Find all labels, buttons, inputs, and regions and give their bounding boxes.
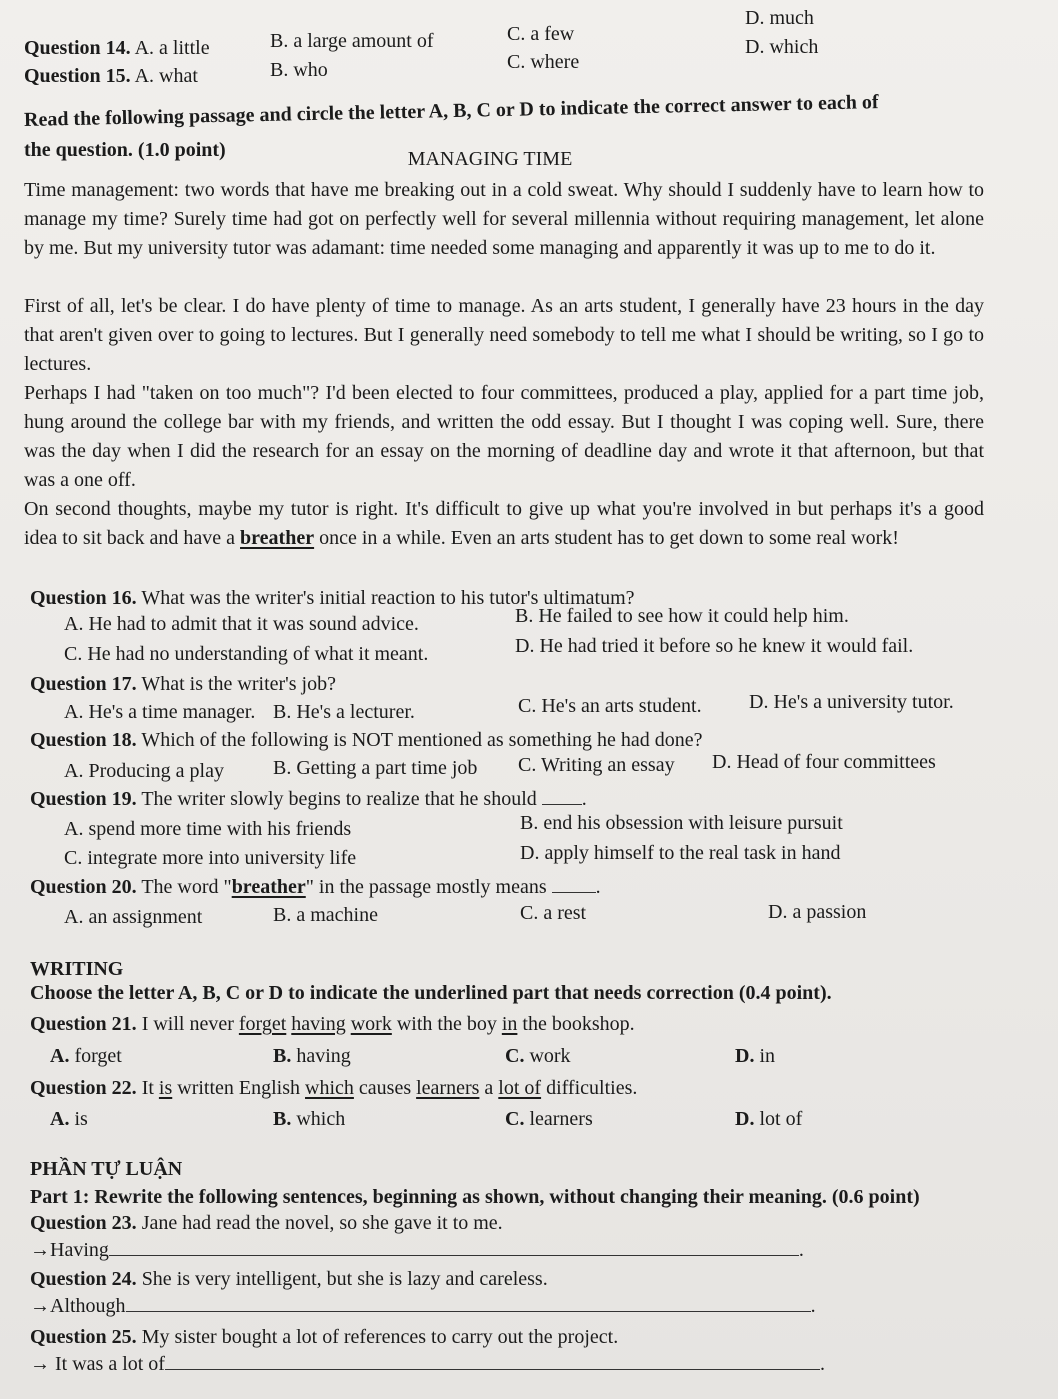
q19-answer-blank[interactable] — [542, 786, 582, 805]
q24-text: She is very intelligent, but she is lazy and careless. — [136, 1268, 548, 1290]
q24-prompt: →Although — [30, 1295, 126, 1317]
q25-label: Question 25. — [30, 1326, 137, 1348]
q22-option-a-text: is — [69, 1108, 88, 1130]
q23-stem — [30, 1211, 503, 1235]
q21-text-part: with the boy — [391, 1013, 502, 1035]
q19-option-b: B. end his obsession with leisure pursuit — [520, 812, 843, 834]
q19-label: Question 19. — [30, 788, 137, 810]
q22-option-c-letter: C. — [505, 1108, 525, 1130]
q25-answer-line[interactable] — [165, 1351, 820, 1370]
q15-option-a: A. what — [134, 65, 198, 87]
q25-prompt: → It was a lot of — [30, 1353, 165, 1375]
q15-option-d: D. which — [745, 36, 819, 58]
q25-end: . — [819, 1353, 825, 1375]
q22-underline-lot-of: lot of — [498, 1077, 542, 1099]
q20-breather-word: breather — [231, 876, 306, 898]
q19-stem — [30, 786, 587, 811]
reading-instruction-line2: the question. (1.0 point) — [24, 139, 226, 161]
q18-option-a: A. Producing a play — [64, 760, 224, 782]
q21-option-a-text: forget — [69, 1045, 122, 1067]
passage-title: MANAGING TIME — [407, 148, 573, 170]
q21-option-c-letter: C. — [505, 1045, 525, 1067]
q22-option-c — [505, 1107, 593, 1131]
q18-option-c: C. Writing an essay — [518, 754, 675, 776]
q14-option-a: A. a little — [134, 37, 210, 59]
q20-text2: " in the passage mostly means — [305, 876, 547, 898]
q23-text: Jane had read the novel, so she gave it to me. — [136, 1212, 503, 1234]
q17-text: What is the writer's job? — [136, 673, 336, 695]
q20-end: . — [595, 876, 601, 898]
q22-option-d-text: lot of — [754, 1108, 803, 1130]
q24-answer-row — [30, 1293, 816, 1318]
q14-row — [24, 36, 210, 60]
q22-label: Question 22. — [30, 1077, 137, 1099]
q17-option-b: B. He's a lecturer. — [273, 701, 415, 723]
q21-stem — [30, 1012, 635, 1036]
q24-stem — [30, 1267, 548, 1291]
q25-stem — [30, 1325, 618, 1349]
q15-option-b: B. who — [270, 59, 328, 81]
q22-option-a-letter: A. — [50, 1108, 70, 1130]
q21-option-a-letter: A. — [50, 1045, 70, 1067]
essay-heading: PHẦN TỰ LUẬN — [30, 1158, 183, 1180]
q20-answer-blank[interactable] — [552, 874, 596, 893]
q21-label: Question 21. — [30, 1013, 137, 1035]
q21-option-b-letter: B. — [273, 1045, 292, 1067]
q22-text-part: difficulties. — [541, 1077, 638, 1099]
q18-text: Which of the following is NOT mentioned as something he had done? — [136, 729, 703, 751]
passage-paragraph-3: Perhaps I had "taken on too much"? I'd been elected to four committees, produced a play, applied for a part time job, hung around the college bar with my friends, and written the odd essay. But I thought I was coping well. Sure, there was the day when I did the research for an essay on the morning of deadline day and wrote it that afternoon, but that was a one off. — [24, 382, 984, 491]
q17-option-a: A. He's a time manager. — [64, 701, 256, 723]
q21-underline-having: having — [291, 1013, 346, 1035]
q15-option-c: C. where — [507, 51, 580, 73]
q19-option-d: D. apply himself to the real task in hand — [520, 842, 841, 864]
q20-text1: The word " — [136, 876, 232, 898]
q22-text-part: a — [479, 1077, 499, 1099]
q22-text-part: written English — [172, 1077, 306, 1099]
q24-end: . — [810, 1295, 816, 1317]
q19-text: The writer slowly begins to realize that he should — [136, 788, 537, 810]
q18-stem — [30, 728, 703, 752]
q21-option-c — [505, 1044, 571, 1068]
q23-end: . — [798, 1239, 804, 1261]
q24-label: Question 24. — [30, 1268, 137, 1290]
q15-row — [24, 64, 198, 88]
q20-stem — [30, 874, 601, 899]
essay-part1-instruction: Part 1: Rewrite the following sentences, beginning as shown, without changing their meaning. (0.6 point) — [30, 1186, 920, 1208]
q19-option-c: C. integrate more into university life — [64, 847, 357, 869]
q21-underline-in: in — [501, 1013, 518, 1035]
q21-option-d-text: in — [754, 1045, 776, 1067]
q21-option-d-letter: D. — [735, 1045, 755, 1067]
reading-instruction-line1: Read the following passage and circle the letter A, B, C or D to indicate the correct answer to each of — [23, 91, 879, 131]
q23-prompt: →Having — [30, 1239, 109, 1261]
q22-option-b-letter: B. — [273, 1108, 292, 1130]
q21-option-a — [50, 1044, 122, 1068]
q14-option-c: C. a few — [507, 23, 575, 45]
q15-label: Question 15. — [24, 65, 131, 87]
q21-option-b-text: having — [291, 1045, 351, 1067]
q22-option-a — [50, 1107, 88, 1131]
q21-underline-forget: forget — [238, 1013, 287, 1035]
q23-answer-line[interactable] — [109, 1237, 799, 1256]
q20-label: Question 20. — [30, 876, 137, 898]
q22-underline-which: which — [305, 1077, 354, 1099]
q23-answer-row — [30, 1237, 804, 1262]
passage-p4-before: On second thoughts, maybe my tutor is right. It's difficult to give up what you're involved in but perhaps it's a good idea to sit back and have a — [24, 498, 984, 549]
q25-text: My sister bought a lot of references to carry out the project. — [136, 1326, 619, 1348]
q18-option-b: B. Getting a part time job — [273, 757, 478, 779]
q16-option-a: A. He had to admit that it was sound advice. — [64, 613, 419, 635]
q20-option-a: A. an assignment — [64, 906, 203, 928]
q25-answer-row — [30, 1351, 825, 1376]
passage-breather-word: breather — [240, 527, 315, 549]
q16-option-d: D. He had tried it before so he knew it would fail. — [515, 635, 914, 657]
q16-label: Question 16. — [30, 587, 137, 609]
q21-text-part: I will never — [136, 1013, 239, 1035]
q14-option-d: D. much — [745, 7, 814, 29]
q22-option-c-text: learners — [524, 1108, 593, 1130]
q21-option-b — [273, 1044, 351, 1068]
passage-p4-after: once in a while. Even an arts student has to get down to some real work! — [314, 527, 899, 549]
q22-underline-learners: learners — [416, 1077, 480, 1099]
q22-stem — [30, 1076, 637, 1100]
q18-label: Question 18. — [30, 729, 137, 751]
q22-text-part: It — [136, 1077, 159, 1099]
passage-paragraph-4 — [24, 495, 984, 553]
q20-option-d: D. a passion — [768, 901, 867, 923]
q21-option-d — [735, 1044, 775, 1068]
q20-option-b: B. a machine — [273, 904, 378, 926]
q14-label: Question 14. — [24, 37, 131, 59]
q17-label: Question 17. — [30, 673, 137, 695]
q21-option-c-text: work — [524, 1045, 571, 1067]
q23-label: Question 23. — [30, 1212, 137, 1234]
q17-stem — [30, 672, 336, 696]
q17-option-c: C. He's an arts student. — [518, 695, 702, 717]
q22-option-d-letter: D. — [735, 1108, 755, 1130]
q19-end: . — [581, 788, 587, 810]
q19-option-a: A. spend more time with his friends — [64, 818, 352, 840]
q22-option-b-text: which — [291, 1108, 346, 1130]
q18-option-d: D. Head of four committees — [712, 751, 936, 773]
writing-heading: WRITING — [30, 958, 124, 980]
q16-option-b: B. He failed to see how it could help him. — [515, 605, 849, 627]
q22-option-b — [273, 1107, 345, 1131]
q24-answer-line[interactable] — [126, 1293, 811, 1312]
q20-option-c: C. a rest — [520, 902, 587, 924]
q21-text-part: the bookshop. — [517, 1013, 635, 1035]
q21-underline-work: work — [350, 1013, 392, 1035]
q22-option-d — [735, 1107, 802, 1131]
q16-option-c: C. He had no understanding of what it meant. — [64, 643, 429, 665]
q22-underline-is: is — [158, 1077, 173, 1099]
q16-text: What was the writer's initial reaction to his tutor's ultimatum? — [136, 587, 635, 609]
q17-option-d: D. He's a university tutor. — [749, 691, 954, 713]
q22-text-part: causes — [353, 1077, 417, 1099]
passage-paragraph-1: Time management: two words that have me breaking out in a cold sweat. Why should I suddenly have to learn how to manage my time? Surely time had got on perfectly well for several millennia without requiring management, let alone by me. But my university tutor was adamant: time needed some managing and apparently it was up to me to do it. — [24, 179, 984, 259]
q14-option-b: B. a large amount of — [270, 30, 434, 52]
writing-instruction: Choose the letter A, B, C or D to indicate the underlined part that needs correction (0.4 point). — [30, 982, 832, 1004]
passage-paragraph-2: First of all, let's be clear. I do have plenty of time to manage. As an arts student, I generally have 23 hours in the day that aren't given over to going to lectures. But I generally need somebody to tell me what I should be writing, so I go to lectures. — [24, 295, 984, 375]
